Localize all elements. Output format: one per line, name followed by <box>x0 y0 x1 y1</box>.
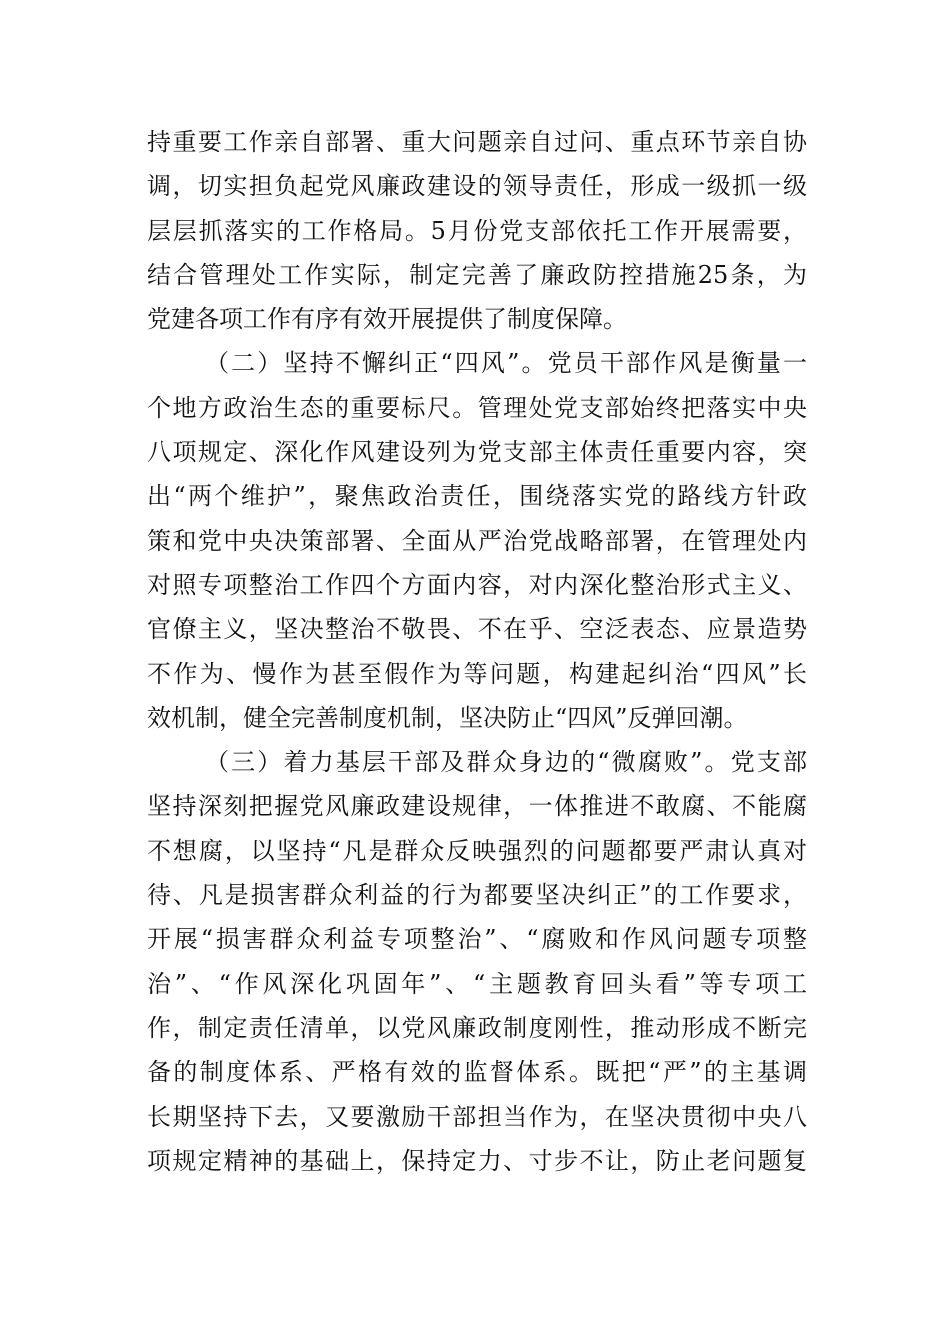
text-line: 策和党中央决策部署、全面从严治党战略部署，在管理处内 <box>147 526 807 555</box>
text-line: 治”、“作风深化巩固年”、“主题教育回头看”等专项工 <box>147 969 807 998</box>
text-line: 长期坚持下去，又要激励干部担当作为，在坚决贯彻中央八 <box>147 1102 807 1131</box>
text-line: 项规定精神的基础上，保持定力、寸步不让，防止老问题复 <box>147 1146 807 1175</box>
text-line: 效机制，健全完善制度机制，坚决防止“四风”反弹回潮。 <box>147 703 748 732</box>
text-line: 八项规定、深化作风建设列为党支部主体责任重要内容，突 <box>147 438 807 467</box>
text-line: 待、凡是损害群众利益的行为都要坚决纠正”的工作要求， <box>147 881 807 910</box>
text-line: 官僚主义，坚决整治不敬畏、不在乎、空泛表态、应景造势 <box>147 615 807 644</box>
section-heading-line: （三）着力基层干部及群众身边的“微腐败”。党支部 <box>205 748 807 777</box>
text-line: 调，切实担负起党风廉政建设的领导责任，形成一级抓一级 <box>147 172 807 201</box>
text-line: 坚持深刻把握党风廉政建设规律，一体推进不敢腐、不能腐 <box>147 792 807 821</box>
section-heading-line: （二）坚持不懈纠正“四风”。党员干部作风是衡量一 <box>205 349 807 378</box>
text-line: 持重要工作亲自部署、重大问题亲自过问、重点环节亲自协 <box>147 128 807 156</box>
text-line: 个地方政治生态的重要标尺。管理处党支部始终把落实中央 <box>147 393 807 422</box>
text-line: 结合管理处工作实际，制定完善了廉政防控措施25条，为 <box>147 260 807 289</box>
text-line: 层层抓落实的工作格局。5月份党支部依托工作开展需要， <box>147 216 807 245</box>
text-line: 党建各项工作有序有效开展提供了制度保障。 <box>147 305 627 334</box>
text-line: 出“两个维护”，聚焦政治责任，围绕落实党的路线方针政 <box>147 482 807 511</box>
text-line: 对照专项整治工作四个方面内容，对内深化整治形式主义、 <box>147 570 807 599</box>
text-line: 作，制定责任清单，以党风廉政制度刚性，推动形成不断完 <box>147 1013 807 1042</box>
document-body <box>147 120 807 1183</box>
text-line: 不想腐，以坚持“凡是群众反映强烈的问题都要严肃认真对 <box>147 836 807 865</box>
text-line: 不作为、慢作为甚至假作为等问题，构建起纠治“四风”长 <box>147 659 807 688</box>
text-line: 开展“损害群众利益专项整治”、“腐败和作风问题专项整 <box>147 925 807 954</box>
text-line: 备的制度体系、严格有效的监督体系。既把“严”的主基调 <box>147 1058 807 1087</box>
